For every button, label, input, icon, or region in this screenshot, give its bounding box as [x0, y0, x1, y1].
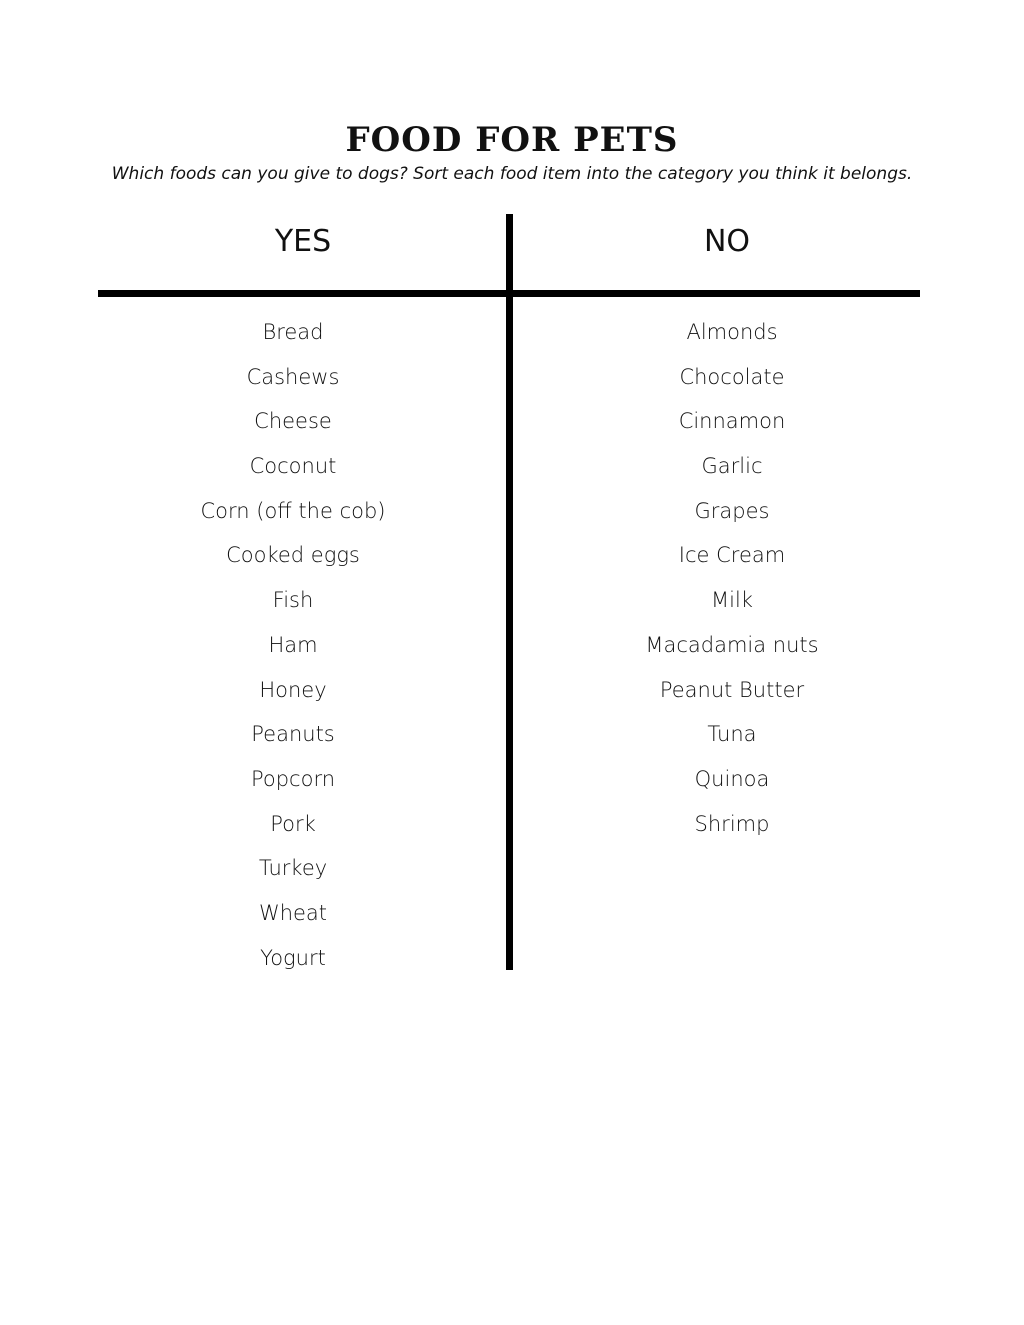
yes-food-list: [93, 310, 493, 980]
list-item: Cashews: [246, 364, 340, 389]
list-item: Ice Cream: [678, 543, 786, 568]
list-item: Tuna: [707, 722, 757, 747]
list-item: Honey: [259, 677, 327, 702]
yes-column-header: YES: [274, 224, 332, 259]
no-food-list: [532, 310, 932, 846]
list-item: Cheese: [254, 409, 332, 434]
list-item: Turkey: [258, 856, 328, 881]
page-title: FOOD FOR PETS: [345, 120, 679, 160]
no-column-header: NO: [703, 224, 751, 259]
list-item: Grapes: [694, 498, 770, 523]
list-item: Peanut Butter: [659, 677, 805, 702]
list-item: Ham: [268, 632, 318, 657]
list-item: Almonds: [686, 320, 778, 344]
instructions: Which foods can you give to dogs? Sort each food item into the category you think it belongs.: [111, 164, 913, 184]
list-item: Pork: [270, 811, 316, 836]
list-item: Bread: [262, 320, 324, 344]
list-item: Macadamia nuts: [645, 632, 819, 657]
list-item: Garlic: [701, 454, 763, 479]
list-item: Milk: [711, 588, 753, 613]
list-item: Quinoa: [694, 766, 770, 791]
list-item: Coconut: [249, 454, 337, 479]
list-item: Shrimp: [694, 811, 770, 836]
list-item: Wheat: [258, 900, 328, 925]
list-item: Cinnamon: [678, 409, 786, 434]
list-item: Chocolate: [679, 364, 785, 389]
list-item: Yogurt: [260, 945, 326, 970]
list-item: Popcorn: [250, 766, 336, 791]
vertical-divider: [506, 214, 513, 970]
list-item: Corn (off the cob): [200, 498, 386, 523]
list-item: Cooked eggs: [226, 543, 360, 568]
list-item: Peanuts: [251, 722, 335, 747]
list-item: Fish: [272, 588, 314, 613]
